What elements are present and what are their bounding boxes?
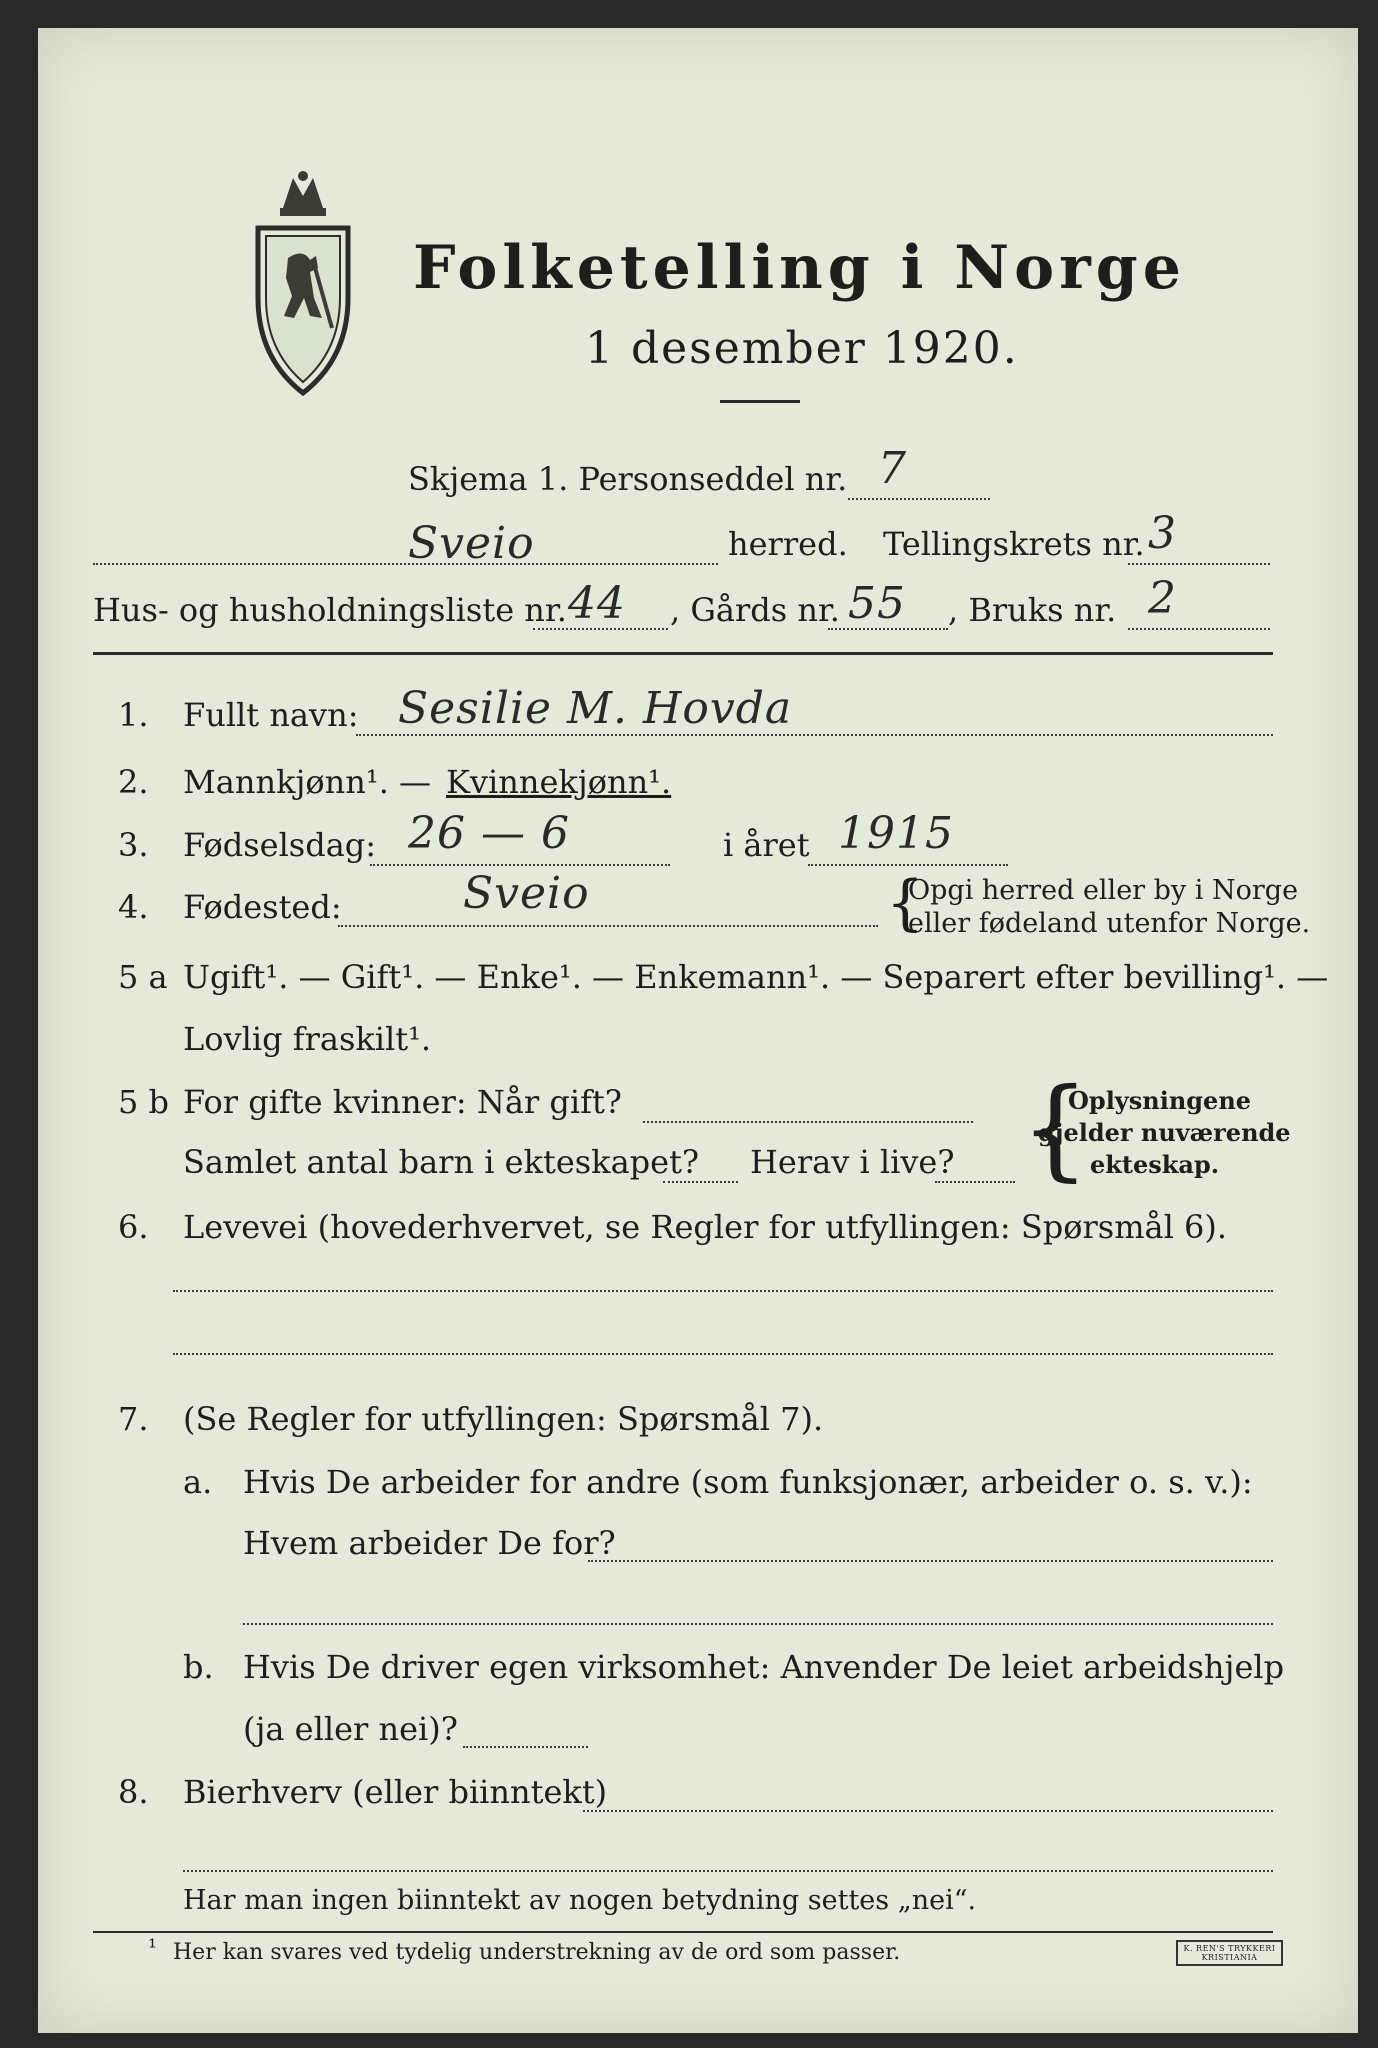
q5b-note-3: ekteskap. — [1090, 1150, 1220, 1179]
q1-number: 1. — [118, 696, 149, 734]
full-name[interactable]: Sesilie M. Hovda — [398, 683, 793, 734]
q7a-line — [588, 1560, 1273, 1562]
title-divider — [720, 400, 800, 403]
q3-label: Fødselsdag: — [183, 826, 377, 864]
q1-label: Fullt navn: — [183, 696, 359, 734]
q5a-line-1[interactable]: Ugift¹. — Gift¹. — Enke¹. — Enkemann¹. — Separert efter bevilling¹. — — [183, 958, 1329, 996]
q8-number: 8. — [118, 1773, 149, 1811]
census-date: 1 desember 1920. — [585, 323, 1019, 374]
personseddel-nr[interactable]: 7 — [878, 443, 907, 494]
q5b-note-2: gjelder nuværende — [1038, 1118, 1291, 1147]
q5b-number: 5 b — [118, 1083, 170, 1121]
q3-number: 3. — [118, 826, 149, 864]
herred-line — [93, 563, 718, 565]
tellingskrets-nr[interactable]: 3 — [1148, 508, 1177, 559]
q4-note-1: Opgi herred eller by i Norge — [908, 875, 1299, 906]
q5b-line-1: For gifte kvinner: Når gift? — [183, 1083, 622, 1121]
q5b-alive-line — [935, 1181, 1015, 1183]
gards-nr[interactable]: 55 — [848, 578, 906, 629]
bruks-label: , Bruks nr. — [948, 591, 1117, 629]
coat-of-arms-icon — [248, 168, 358, 398]
q7a-line-1: Hvis De arbeider for andre (som funksjonær, arbeider o. s. v.): — [243, 1463, 1253, 1501]
q5a-number: 5 a — [118, 958, 168, 996]
birth-day[interactable]: 26 — 6 — [408, 808, 570, 859]
tellingskrets-line — [1128, 563, 1270, 565]
q7b-line-1: Hvis De driver egen virksomhet: Anvender De leiet arbeidshjelp — [243, 1648, 1285, 1686]
hus-label: Hus- og husholdningsliste nr. — [93, 591, 567, 629]
q4-note-2: eller fødeland utenfor Norge. — [908, 908, 1311, 939]
q7b-line-2: (ja eller nei)? — [243, 1710, 458, 1748]
herred-name[interactable]: Sveio — [408, 518, 535, 569]
q7-label: (Se Regler for utfyllingen: Spørsmål 7). — [183, 1400, 824, 1438]
q6-line-1 — [173, 1290, 1273, 1292]
gards-label: , Gårds nr. — [670, 591, 840, 629]
q6-line-2 — [173, 1353, 1273, 1355]
skjema-label: Skjema 1. Personseddel nr. — [408, 460, 848, 498]
q3-year-label: i året — [723, 826, 810, 864]
q1-line — [356, 734, 1273, 736]
q2-number: 2. — [118, 763, 149, 801]
bruks-line — [1128, 628, 1270, 630]
form-title: Folketelling i Norge — [413, 233, 1186, 303]
q5b-married-line — [643, 1121, 973, 1123]
census-form — [38, 28, 1358, 2033]
bruks-nr[interactable]: 2 — [1148, 573, 1177, 624]
q5a-line-2[interactable]: Lovlig fraskilt¹. — [183, 1020, 432, 1058]
q4-line — [338, 925, 878, 927]
herred-label: herred. — [728, 525, 848, 563]
q5b-children-label: Samlet antal barn i ekteskapet? — [183, 1143, 700, 1181]
footnote-mark: ¹ — [148, 1936, 157, 1961]
q5b-note-1: Oplysningene — [1068, 1086, 1252, 1115]
q8-line-1 — [583, 1810, 1273, 1812]
birthplace[interactable]: Sveio — [463, 868, 590, 919]
q7a-marker: a. — [183, 1463, 213, 1501]
birth-year[interactable]: 1915 — [838, 808, 954, 859]
gender-female[interactable]: Kvinnekjønn¹. — [446, 763, 672, 801]
footer-rule — [93, 1931, 1273, 1933]
q5b-alive-label: Herav i live? — [750, 1143, 955, 1181]
q8-label: Bierhverv (eller biinntekt) — [183, 1773, 608, 1811]
q3-day-line — [370, 864, 670, 866]
q6-label: Levevei (hovederhvervet, se Regler for utfyllingen: Spørsmål 6). — [183, 1208, 1228, 1246]
printer-stamp: K. REN'S TRYKKERI KRISTIANIA — [1176, 1940, 1283, 1966]
q7a-line-2: Hvem arbeider De for? — [243, 1524, 616, 1562]
q7b-marker: b. — [183, 1648, 214, 1686]
q6-number: 6. — [118, 1208, 149, 1246]
q8-line-2 — [183, 1870, 1273, 1872]
tellingskrets-label: Tellingskrets nr. — [883, 525, 1145, 563]
q3-year-line — [808, 864, 1008, 866]
q5b-brace: { — [1020, 1064, 1090, 1192]
personseddel-line — [848, 498, 990, 500]
footer-note: Har man ingen biinntekt av nogen betydning settes „nei“. — [183, 1885, 977, 1916]
hus-nr[interactable]: 44 — [568, 578, 626, 629]
q5b-children-line — [663, 1181, 738, 1183]
q7a-line-extra — [243, 1623, 1273, 1625]
q4-number: 4. — [118, 888, 149, 926]
q4-brace: { — [886, 868, 925, 938]
q4-label: Fødested: — [183, 888, 342, 926]
q7-number: 7. — [118, 1400, 149, 1438]
q7b-line — [463, 1746, 588, 1748]
footnote: Her kan svares ved tydelig understrekning av de ord som passer. — [173, 1940, 901, 1965]
header-rule — [93, 652, 1273, 655]
gender-male[interactable]: Mannkjønn¹. — — [183, 763, 432, 801]
